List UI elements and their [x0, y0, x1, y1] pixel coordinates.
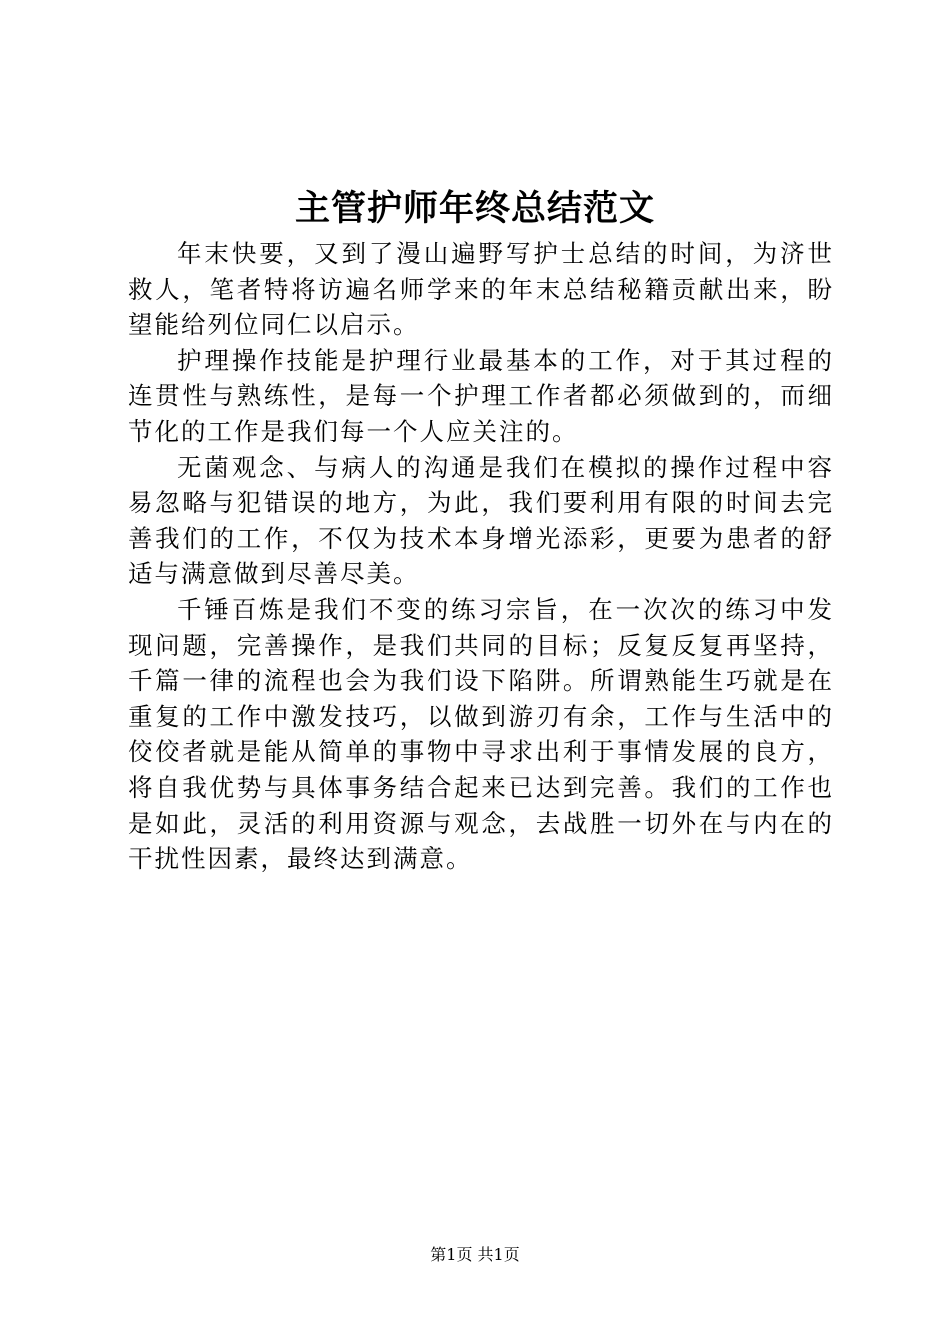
document-body	[128, 236, 834, 877]
paragraph-4: 千锤百炼是我们不变的练习宗旨，在一次次的练习中发现问题，完善操作，是我们共同的目标；反复反复再坚持，千篇一律的流程也会为我们设下陷阱。所谓熟能生巧就是在重复的工作中激发技巧，以做到游刃有余，工作与生活中的佼佼者就是能从简单的事物中寻求出利于事情发展的良方，将自我优势与具体事务结合起来已达到完善。我们的工作也是如此，灵活的利用资源与观念，去战胜一切外在与内在的干扰性因素，最终达到满意。	[128, 594, 834, 874]
paragraph-2: 护理操作技能是护理行业最基本的工作，对于其过程的连贯性与熟练性，是每一个护理工作者都必须做到的，而细节化的工作是我们每一个人应关注的。	[128, 345, 834, 446]
paragraph-1: 年末快要，又到了漫山遍野写护士总结的时间，为济世救人，笔者特将访遍名师学来的年末总结秘籍贡献出来，盼望能给列位同仁以启示。	[128, 239, 834, 340]
document-title: 主管护师年终总结范文	[294, 188, 655, 229]
page-footer: 第1页 共1页	[430, 1245, 520, 1264]
paragraph-3: 无菌观念、与病人的沟通是我们在模拟的操作过程中容易忽略与犯错误的地方，为此，我们要利用有限的时间去完善我们的工作，不仅为技术本身增光添彩，更要为患者的舒适与满意做到尽善尽美。	[128, 452, 834, 589]
